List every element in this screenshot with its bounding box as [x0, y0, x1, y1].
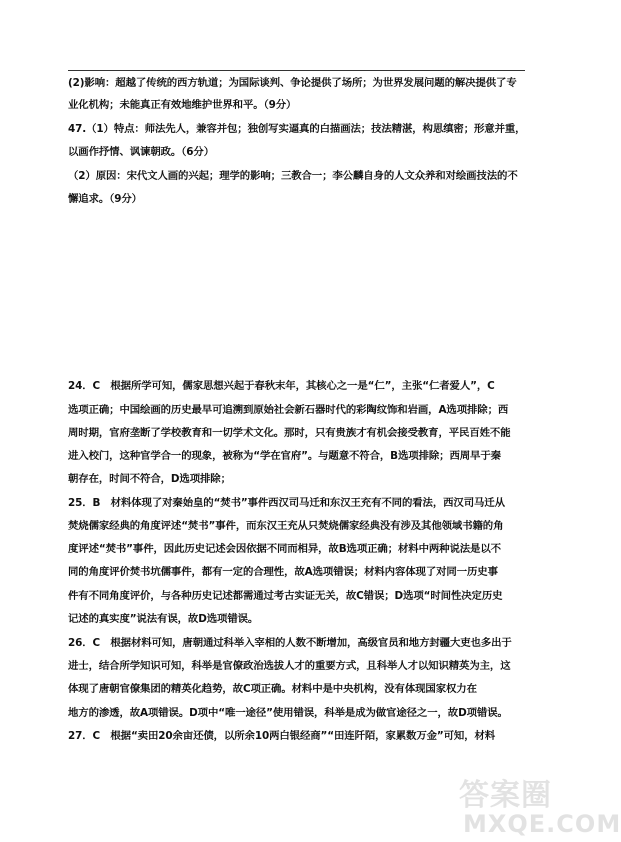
- answer-line: 24．C 根据所学可知，儒家思想兴起于春秋末年，其核心之一是“仁”，主张“仁者爱人”，C: [68, 380, 495, 392]
- answer-line: 记述的真实度”说法有误，故D选项错误。: [68, 613, 259, 625]
- watermark-url: MXQE.COM: [463, 810, 621, 838]
- answer-line: 懈追求。（9分）: [68, 193, 142, 205]
- answer-line: 25．B 材料体现了对秦始皇的“焚书”事件西汉司马迁和东汉王充有不同的看法，西汉司马迁从: [68, 497, 505, 509]
- watermark-logo: [455, 770, 621, 840]
- answer-line: （2）原因：宋代文人画的兴起；理学的影响；三教合一；李公麟自身的人文众养和对绘画技法的不: [68, 170, 518, 182]
- answer-line: 焚烧儒家经典的角度评述“焚书”事件，而东汉王充从只焚烧儒家经典没有涉及其他领域书籍的角: [68, 520, 504, 532]
- answer-line: 业化机构；未能真正有效地维护世界和平。（9分）: [68, 99, 297, 111]
- answer-line: 地方的渗透，故A项错误。D项中“唯一途径”使用错误，科举是成为做官途径之一，故D项错误。: [68, 707, 508, 719]
- answer-line: 47.（1）特点：师法先人，兼容并包；独创写实逼真的白描画法；技法精湛，构思缜密；形意并重，: [68, 123, 526, 135]
- answer-line: 选项正确；中国绘画的历史最早可追溯到原始社会新石器时代的彩陶纹饰和岩画，A选项排除；西: [68, 404, 509, 416]
- answer-line: 进士，结合所学知识可知，科举是官僚政治选拔人才的重要方式，且科举人才以知识精英为主，这: [68, 660, 511, 672]
- answer-line: 度评述“焚书”事件，因此历史记述会因依据不同而相异，故B选项正确；材料中两种说法是以不: [68, 543, 501, 555]
- watermark-brand: 答案圈: [459, 778, 552, 813]
- answer-line: 周时期，官府垄断了学校教育和一切学术文化。那时，只有贵族才有机会接受教育，平民百姓不能: [68, 427, 511, 439]
- answer-line: 件有不同角度评价，与各种历史记述都需通过考古实证无关，故C错误；D选项“时间性决定历史: [68, 590, 503, 602]
- answer-line: 体现了唐朝官僚集团的精英化趋势，故C项正确。材料中是中央机构，没有体现国家权力在: [68, 683, 477, 695]
- answer-line: 进入校门，这种官学合一的现象，被称为“学在官府”。与题意不符合，B选项排除；西周早于秦: [68, 450, 501, 462]
- answer-line: 以画作抒情、讽谏朝政。（6分）: [68, 146, 214, 158]
- header-rule: [68, 70, 525, 71]
- answer-line: 同的角度评价焚书坑儒事件，都有一定的合理性，故A选项错误；材料内容体现了对同一历史事: [68, 566, 498, 578]
- answer-line: 27．C 根据“卖田20余亩还债，以所余10两白银经商”“田连阡陌，家累数万金”可知，材料: [68, 730, 496, 742]
- answer-line: 朝存在，时间不符合，D选项排除；: [68, 473, 231, 485]
- answer-line: 26．C 根据材料可知，唐朝通过科举入宰相的人数不断增加，高级官员和地方封疆大吏也多出于: [68, 637, 512, 649]
- answer-line: (2)影响：超越了传统的西方轨道；为国际谈判、争论提供了场所；为世界发展问题的解决提供了专: [68, 77, 517, 89]
